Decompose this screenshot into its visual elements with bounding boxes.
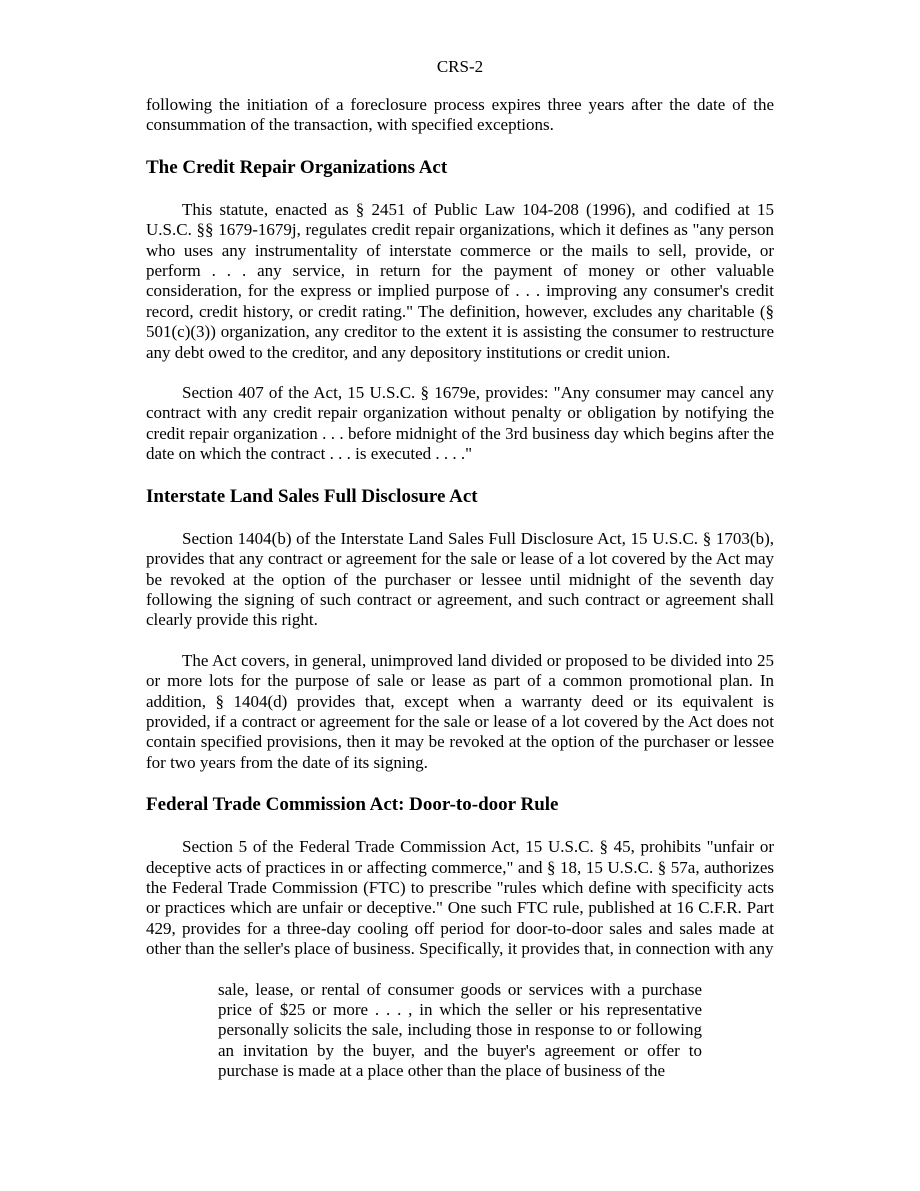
intro-paragraph: following the initiation of a foreclosure process expires three years after the date of the consummation of the transaction, with specified exceptions. [146,95,774,135]
block-quote: sale, lease, or rental of consumer goods or services with a purchase price of $25 or more . . . , in which the seller or his representative personally solicits the sale, including those in response to or following an invitation by the buyer, and the buyer's agreement or offer to purchase is made at a place other than the place of business of the [218,979,702,1081]
section-heading-ftc-act: Federal Trade Commission Act: Door-to-door Rule [146,794,559,816]
page-number: CRS-2 [436,57,484,76]
section-heading-land-sales: Interstate Land Sales Full Disclosure Act [146,485,478,507]
ftc-paragraph-1: Section 5 of the Federal Trade Commission Act, 15 U.S.C. § 45, prohibits "unfair or deceptive acts of practices in or affecting commerce," and § 18, 15 U.S.C. § 57a, authorizes the Federal Trade Commission (FTC) to prescribe "rules which define with specificity acts or practices which are unfair or deceptive." One such FTC rule, published at 16 C.F.R. Part 429, provides for a three-day cooling off period for door-to-door sales and sales made at other than the seller's place of business. Specifically, it provides that, in connection with any [146,837,774,959]
credit-repair-paragraph-2: Section 407 of the Act, 15 U.S.C. § 1679e, provides: "Any consumer may cancel any contract with any credit repair organization without penalty or obligation by notifying the credit repair organization . . . before midnight of the 3rd business day which begins after the date on which the contract . . . is executed . . . ." [146,383,774,464]
land-sales-paragraph-2: The Act covers, in general, unimproved land divided or proposed to be divided into 25 or more lots for the purpose of sale or lease as part of a common promotional plan. In addition, § 1404(d) provides that, except when a warranty deed or its equivalent is provided, if a contract or agreement for the sale or lease of a lot covered by the Act does not contain specified provisions, then it may be revoked at the option of the purchaser or lessee for two years from the date of its signing. [146,650,774,772]
section-heading-credit-repair: The Credit Repair Organizations Act [146,156,448,178]
credit-repair-paragraph-1: This statute, enacted as § 2451 of Public Law 104-208 (1996), and codified at 15 U.S.C. §§ 1679-1679j, regulates credit repair organizations, which it defines as "any person who uses any instrumentality of interstate commerce or the mails to sell, provide, or perform . . . any service, in return for the payment of money or other valuable consideration, for the express or implied purpose of . . . improving any consumer's credit record, credit history, or credit rating." The definition, however, excludes any charitable (§ 501(c)(3)) organization, any creditor to the extent it is assisting the consumer to restructure any debt owed to the creditor, and any depository institutions or credit union. [146,199,774,362]
land-sales-paragraph-1: Section 1404(b) of the Interstate Land Sales Full Disclosure Act, 15 U.S.C. § 1703(b), provides that any contract or agreement for the sale or lease of a lot covered by the Act may be revoked at the option of the purchaser or lessee until midnight of the seventh day following the signing of such contract or agreement, and such contract or agreement shall clearly provide this right. [146,528,774,630]
document-body [146,95,774,1082]
